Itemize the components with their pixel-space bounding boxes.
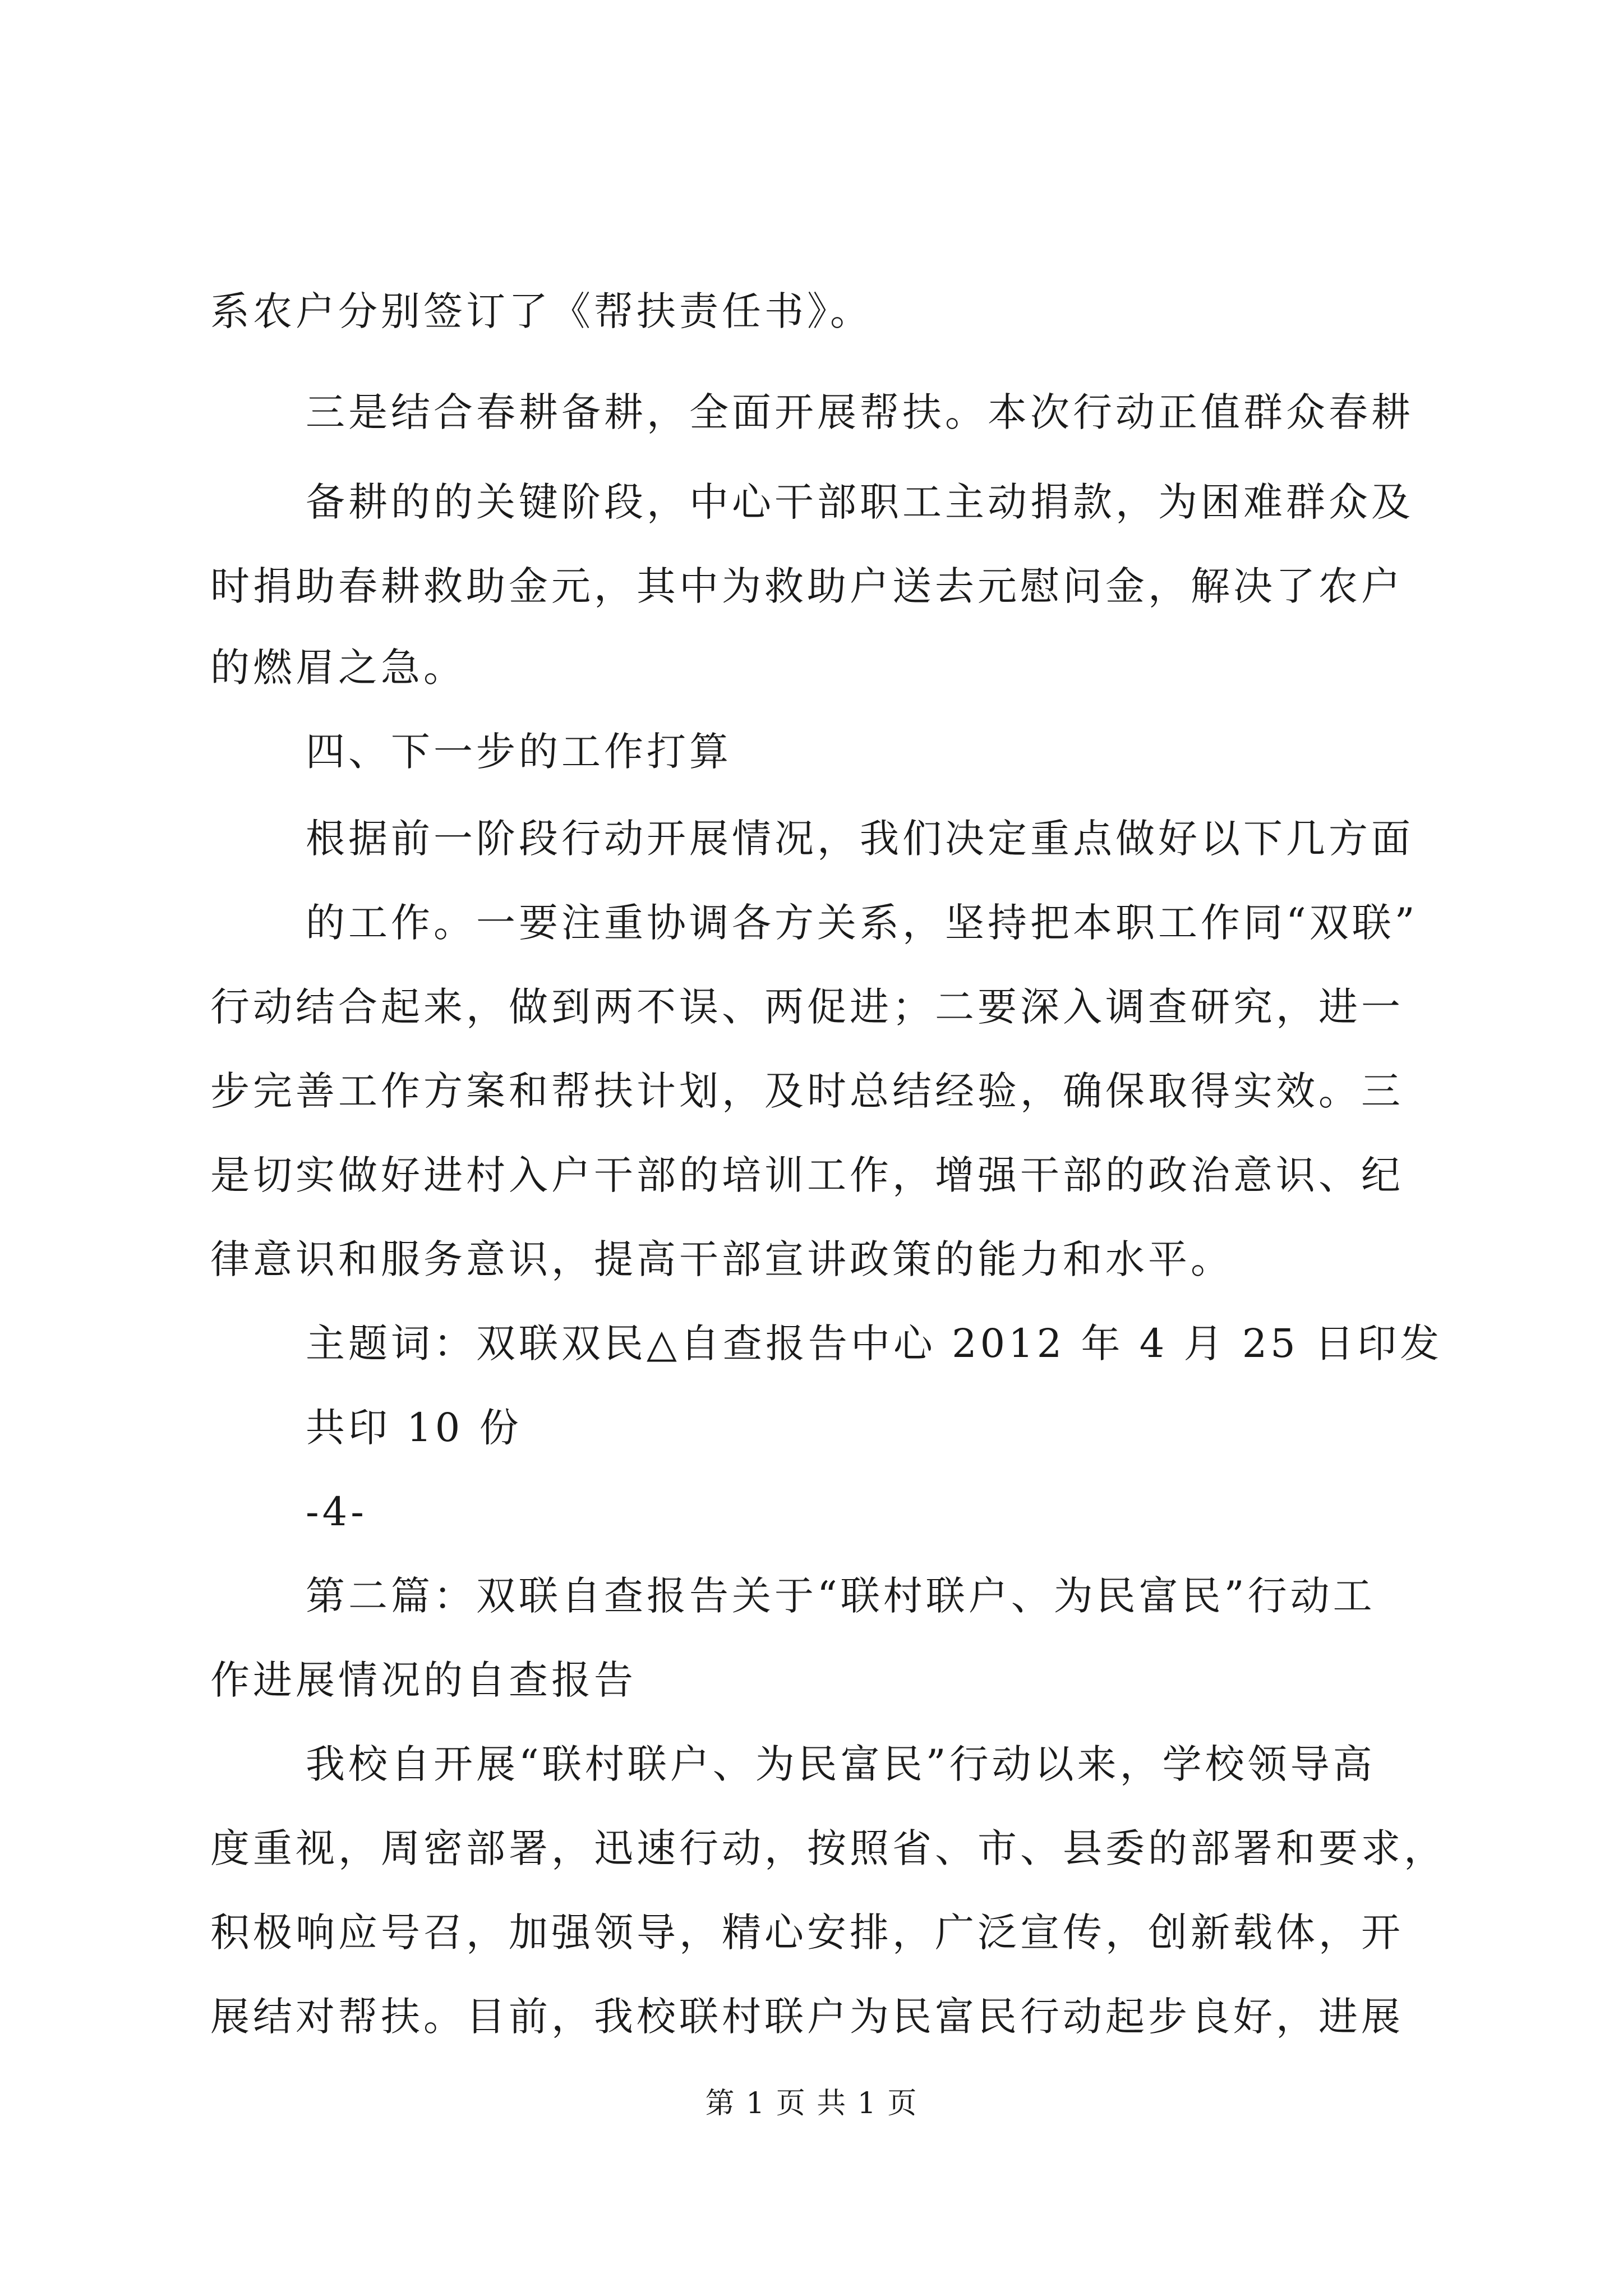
- section-heading: 四、下一步的工作打算: [306, 729, 732, 775]
- text-line: 是切实做好进村入户干部的培训工作，增强干部的政治意识、纪: [210, 1152, 1404, 1198]
- page-marker: -4-: [306, 1489, 367, 1535]
- page-footer: 第 1 页 共 1 页: [705, 2087, 918, 2120]
- text-line: 根据前一阶段行动开展情况，我们决定重点做好以下几方面: [306, 816, 1414, 862]
- text-line: 度重视，周密部署，迅速行动，按照省、市、县委的部署和要求，: [210, 1825, 1446, 1871]
- text-line: 的工作。一要注重协调各方关系，坚持把本职工作同“双联”: [306, 900, 1418, 946]
- article-title-line: 作进展情况的自查报告: [210, 1657, 637, 1703]
- text-line: 我校自开展“联村联户、为民富民”行动以来，学校领导高: [306, 1741, 1376, 1787]
- text-line: 三是结合春耕备耕，全面开展帮扶。本次行动正值群众春耕: [306, 389, 1414, 435]
- text-line: 备耕的的关键阶段，中心干部职工主动捐款，为困难群众及: [306, 479, 1414, 525]
- text-line: 行动结合起来，做到两不误、两促进；二要深入调查研究，进一: [210, 984, 1404, 1030]
- subject-words-line: 主题词：双联双民△自查报告中心 2012 年 4 月 25 日印发: [306, 1320, 1443, 1366]
- text-line: 律意识和服务意识，提高干部宣讲政策的能力和水平。: [210, 1236, 1233, 1282]
- text-line: 积极响应号召，加强领导，精心安排，广泛宣传，创新载体，开: [210, 1910, 1404, 1955]
- article-title-line: 第二篇：双联自查报告关于“联村联户、为民富民”行动工: [306, 1573, 1376, 1619]
- text-line: 时捐助春耕救助金元，其中为救助户送去元慰问金，解决了农户: [210, 563, 1404, 609]
- text-line: 系农户分别签订了《帮扶责任书》。: [210, 288, 873, 334]
- text-line: 的燃眉之急。: [210, 645, 466, 691]
- print-count-line: 共印 10 份: [306, 1405, 522, 1451]
- text-line: 步完善工作方案和帮扶计划，及时总结经验，确保取得实效。三: [210, 1068, 1404, 1114]
- text-line: 展结对帮扶。目前，我校联村联户为民富民行动起步良好，进展: [210, 1994, 1404, 2040]
